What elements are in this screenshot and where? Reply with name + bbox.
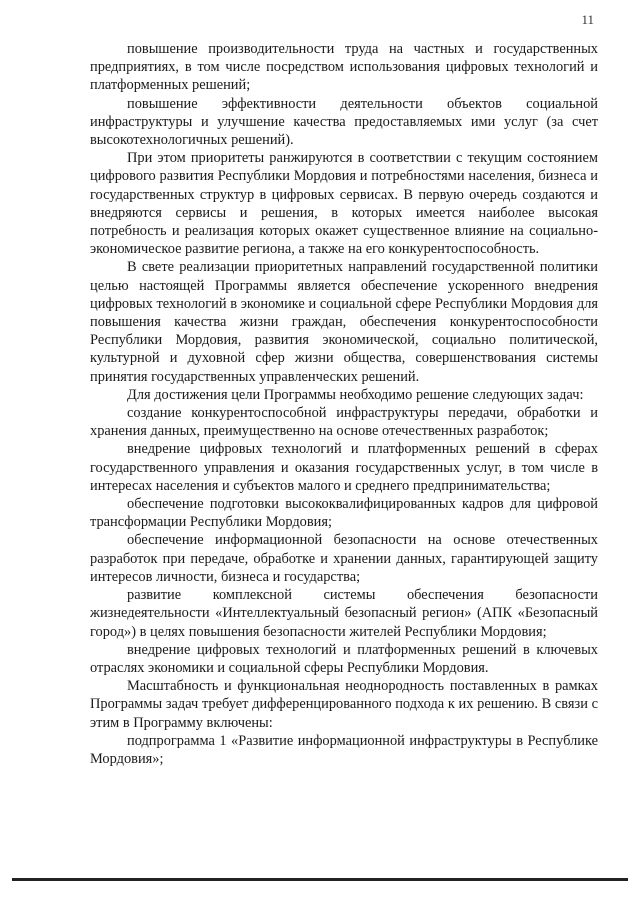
paragraph-task-infrastructure: создание конкурентоспособной инфраструктуры передачи, обработки и хранения данных, преимущественно на основе отечественных разработок; [90,405,598,440]
paragraph-task-information-security: обеспечение информационной безопасности на основе отечественных разработок при передаче, обработке и хранении данных, гарантирующей защиту интересов личности, бизнеса и государства; [90,532,598,585]
bottom-rule [12,878,628,881]
paragraph-social-infrastructure: повышение эффективности деятельности объектов социальной инфраструктуры и улучшение качества предоставляемых ими услуг (за счет высокотехнологичных решений). [90,95,598,149]
paragraph-productivity: повышение производительности труда на частных и государственных предприятиях, в том числе посредством использования цифровых технологий и платформенных решений; [90,41,598,94]
paragraph-tasks-intro: Для достижения цели Программы необходимо решение следующих задач: [127,386,584,403]
paragraph-program-goal: В свете реализации приоритетных направлений государственной политики целью настоящей Программы является обеспечение ускоренного внедрения цифровых технологий в экономике и социальной сфере Республики Мордовия для повышения качества жизни граждан, обеспечения конкурентоспособности Республики Мордовия, развития экономической, социально политической, культурной и духовной сфер жизни общества, совершенствования системы принятия государственных управленческих решений. [90,259,598,385]
paragraph-task-safe-region: развитие комплексной системы обеспечения безопасности жизнедеятельности «Интеллектуальный безопасный регион» (АПК «Безопасный город») в целях повышения безопасности жителей Республики Мордовия; [90,587,598,640]
document-body [90,40,598,768]
page-number: 11 [581,12,594,27]
paragraph-task-government-services: внедрение цифровых технологий и платформенных решений в сферах государственного управления и оказания государственных услуг, в том числе в интересах населения и субъектов малого и среднего предпринимательства; [90,441,598,494]
paragraph-priorities: При этом приоритеты ранжируются в соответствии с текущим состоянием цифрового развития Республики Мордовия и потребностями населения, бизнеса и государственных структур в цифровых сервисах. В первую очередь создаются и внедряются сервисы и решения, в которых имеется наиболее высокая потребность и реализация которых окажет существенное влияние на социально-экономическое развитие региона, а также на его конкурентоспособность. [90,150,598,258]
paragraph-subprograms-intro: Масштабность и функциональная неоднородность поставленных в рамках Программы задач требует дифференцированного подхода к их решению. В связи с этим в Программу включены: [90,678,598,731]
paragraph-task-personnel: обеспечение подготовки высококвалифицированных кадров для цифровой трансформации Республики Мордовия; [90,496,598,531]
paragraph-subprogram-1: подпрограмма 1 «Развитие информационной инфраструктуры в Республике Мордовия»; [90,732,598,767]
paragraph-task-key-industries: внедрение цифровых технологий и платформенных решений в ключевых отраслях экономики и социальной сферы Республики Мордовия. [90,641,598,676]
